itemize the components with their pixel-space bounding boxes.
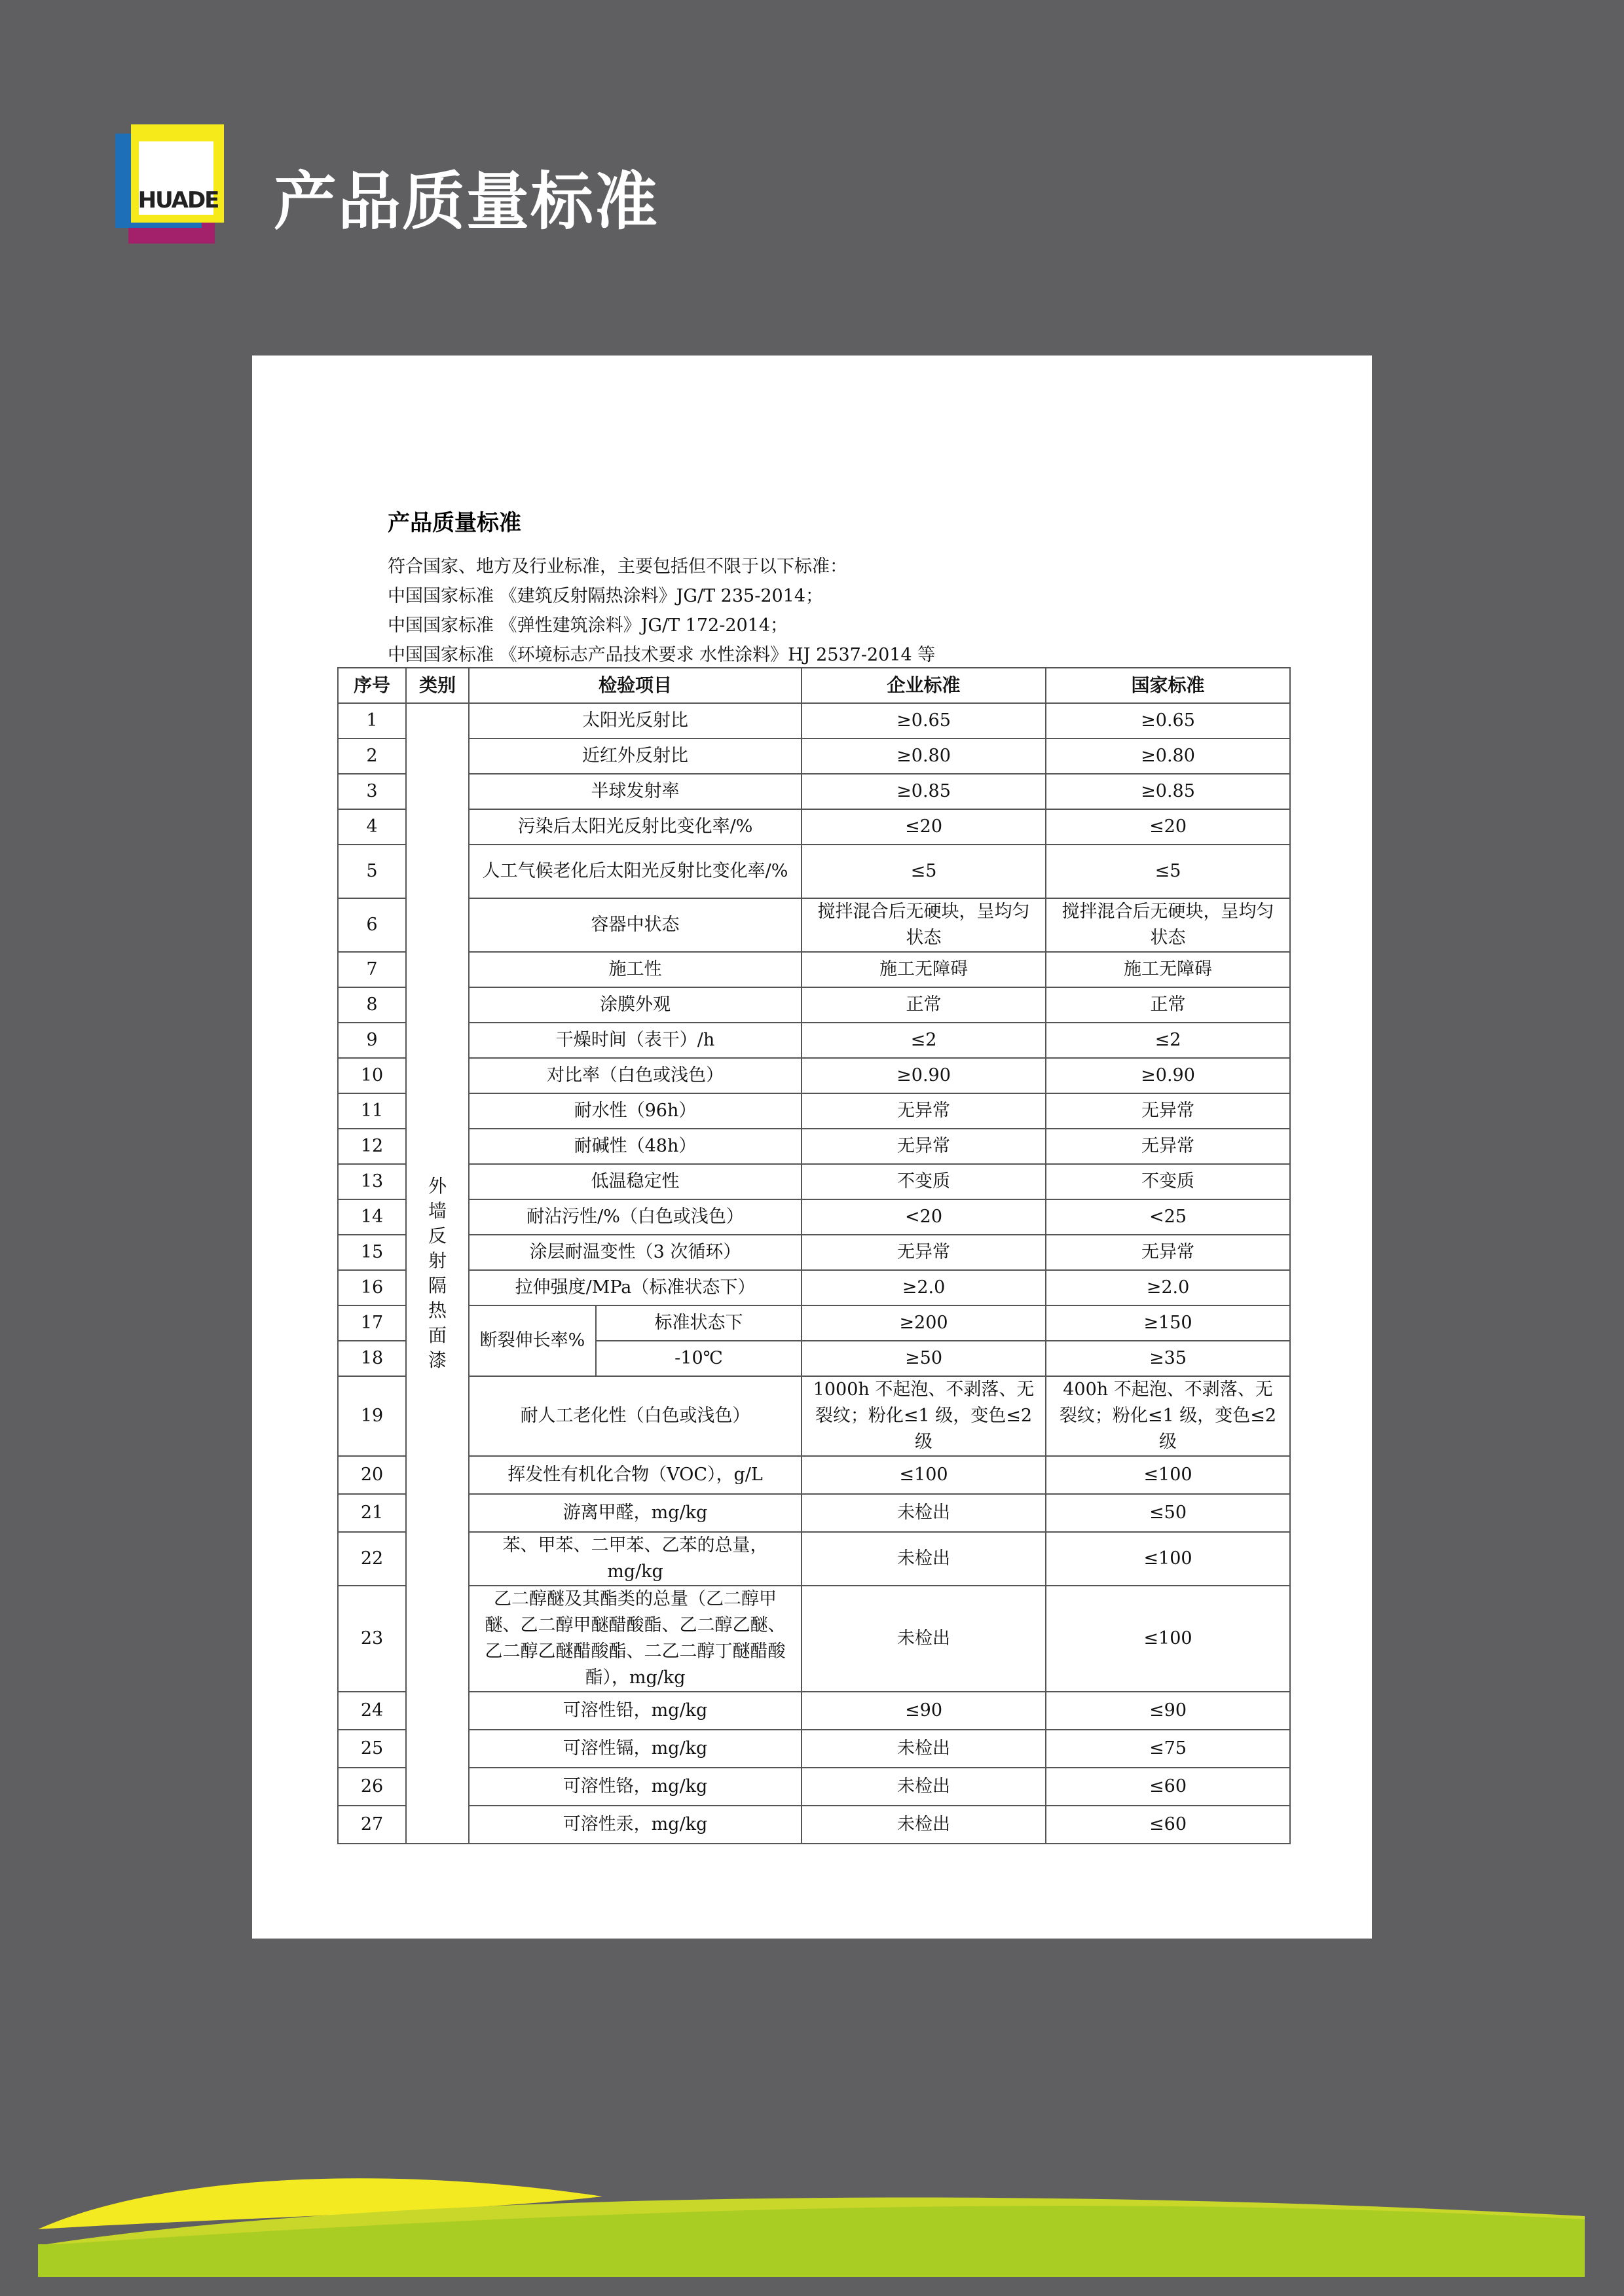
intro-line: 符合国家、地方及行业标准，主要包括但不限于以下标准：: [388, 556, 847, 577]
item-name: 可溶性铬，mg/kg: [469, 1768, 802, 1806]
table-row: [338, 1023, 1290, 1058]
row-number: 27: [338, 1806, 406, 1844]
item-name: 可溶性汞，mg/kg: [469, 1806, 802, 1844]
national-standard: ≥0.80: [1046, 738, 1290, 774]
table-row: [338, 1806, 1290, 1844]
enterprise-standard: 施工无障碍: [802, 952, 1046, 987]
national-standard: ≤90: [1046, 1692, 1290, 1730]
enterprise-standard: ≥0.65: [802, 703, 1046, 738]
item-name: 太阳光反射比: [469, 703, 802, 738]
enterprise-standard: <20: [802, 1199, 1046, 1235]
item-group: 断裂伸长率%: [469, 1305, 596, 1376]
national-standard: ≤100: [1046, 1456, 1290, 1494]
table-row: [338, 1692, 1290, 1730]
national-standard: ≤2: [1046, 1023, 1290, 1058]
national-standard: ≤60: [1046, 1806, 1290, 1844]
enterprise-standard: 未检出: [802, 1494, 1046, 1532]
row-number: 7: [338, 952, 406, 987]
national-standard: 不变质: [1046, 1164, 1290, 1199]
item-name: 近红外反射比: [469, 738, 802, 774]
intro-line: 中国国家标准 《建筑反射隔热涂料》JG/T 235-2014；: [388, 586, 824, 606]
table-header-row: [338, 668, 1290, 703]
national-standard: 搅拌混合后无硬块，呈均匀状态: [1046, 898, 1290, 952]
row-number: 21: [338, 1494, 406, 1532]
header-item: 检验项目: [469, 668, 802, 703]
row-number: 11: [338, 1093, 406, 1129]
item-name: 对比率（白色或浅色）: [469, 1058, 802, 1093]
enterprise-standard: ≥50: [802, 1341, 1046, 1376]
item-name: -10℃: [596, 1341, 802, 1376]
header-enterprise-standard: 企业标准: [802, 668, 1046, 703]
row-number: 26: [338, 1768, 406, 1806]
category-cell: [406, 703, 469, 1844]
national-standard: ≤75: [1046, 1730, 1290, 1768]
item-name: 可溶性铅，mg/kg: [469, 1692, 802, 1730]
row-number: 18: [338, 1341, 406, 1376]
enterprise-standard: 无异常: [802, 1129, 1046, 1164]
item-name: 涂膜外观: [469, 987, 802, 1023]
intro-line: 中国国家标准 《弹性建筑涂料》JG/T 172-2014；: [388, 615, 788, 636]
table-row: [338, 1129, 1290, 1164]
table-row: [338, 898, 1290, 952]
enterprise-standard: 无异常: [802, 1093, 1046, 1129]
row-number: 24: [338, 1692, 406, 1730]
table-row: [338, 845, 1290, 898]
table-row: [338, 1456, 1290, 1494]
item-name: 低温稳定性: [469, 1164, 802, 1199]
item-name: 拉伸强度/MPa（标准状态下）: [469, 1270, 802, 1305]
table-row: [338, 1494, 1290, 1532]
row-number: 15: [338, 1235, 406, 1270]
national-standard: ≥0.90: [1046, 1058, 1290, 1093]
enterprise-standard: 正常: [802, 987, 1046, 1023]
table-row: [338, 1586, 1290, 1692]
national-standard: 400h 不起泡、不剥落、无裂纹；粉化≤1 级，变色≤2 级: [1046, 1376, 1290, 1456]
category-text: 外墙反射隔热面漆: [428, 1175, 447, 1371]
enterprise-standard: ≤2: [802, 1023, 1046, 1058]
national-standard: ≥2.0: [1046, 1270, 1290, 1305]
enterprise-standard: 不变质: [802, 1164, 1046, 1199]
national-standard: 无异常: [1046, 1129, 1290, 1164]
national-standard: 无异常: [1046, 1093, 1290, 1129]
quality-standard-table: [337, 667, 1291, 1844]
national-standard: ≤60: [1046, 1768, 1290, 1806]
enterprise-standard: ≥200: [802, 1305, 1046, 1341]
national-standard: ≥0.85: [1046, 774, 1290, 809]
logo-text: HUADE: [138, 187, 219, 213]
header-national-standard: 国家标准: [1046, 668, 1290, 703]
national-standard: ≥35: [1046, 1341, 1290, 1376]
intro-line: 中国国家标准 《环境标志产品技术要求 水性涂料》HJ 2537-2014 等: [388, 645, 936, 665]
table-row: [338, 1093, 1290, 1129]
item-name: 涂层耐温变性（3 次循环）: [469, 1235, 802, 1270]
page-title: 产品质量标准: [274, 165, 659, 238]
row-number: 23: [338, 1586, 406, 1692]
enterprise-standard: ≥0.85: [802, 774, 1046, 809]
row-number: 22: [338, 1532, 406, 1586]
item-name: 半球发射率: [469, 774, 802, 809]
enterprise-standard: 未检出: [802, 1768, 1046, 1806]
national-standard: ≥150: [1046, 1305, 1290, 1341]
enterprise-standard: ≥0.80: [802, 738, 1046, 774]
row-number: 16: [338, 1270, 406, 1305]
header-no: 序号: [338, 668, 406, 703]
national-standard: ≤50: [1046, 1494, 1290, 1532]
document-title: 产品质量标准: [388, 510, 521, 536]
item-name: 干燥时间（表干）/h: [469, 1023, 802, 1058]
table-row: [338, 952, 1290, 987]
enterprise-standard: 1000h 不起泡、不剥落、无裂纹；粉化≤1 级，变色≤2 级: [802, 1376, 1046, 1456]
item-name: 容器中状态: [469, 898, 802, 952]
document-sheet: [252, 355, 1372, 1939]
table-row: [338, 987, 1290, 1023]
item-name: 标准状态下: [596, 1305, 802, 1341]
row-number: 20: [338, 1456, 406, 1494]
enterprise-standard: 无异常: [802, 1235, 1046, 1270]
table-row: [338, 1730, 1290, 1768]
table-row: [338, 1376, 1290, 1456]
table-row: [338, 738, 1290, 774]
national-standard: 无异常: [1046, 1235, 1290, 1270]
table-row: [338, 809, 1290, 845]
enterprise-standard: ≥0.90: [802, 1058, 1046, 1093]
table-row: [338, 1058, 1290, 1093]
row-number: 17: [338, 1305, 406, 1341]
row-number: 4: [338, 809, 406, 845]
national-standard: ≤100: [1046, 1532, 1290, 1586]
item-name: 施工性: [469, 952, 802, 987]
row-number: 1: [338, 703, 406, 738]
row-number: 8: [338, 987, 406, 1023]
table-row: [338, 1305, 1290, 1341]
row-number: 10: [338, 1058, 406, 1093]
enterprise-standard: 未检出: [802, 1806, 1046, 1844]
row-number: 25: [338, 1730, 406, 1768]
enterprise-standard: 未检出: [802, 1730, 1046, 1768]
item-name: 耐水性（96h）: [469, 1093, 802, 1129]
table-row: [338, 1199, 1290, 1235]
national-standard: 施工无障碍: [1046, 952, 1290, 987]
table-row: [338, 1235, 1290, 1270]
row-number: 9: [338, 1023, 406, 1058]
national-standard: ≤5: [1046, 845, 1290, 898]
row-number: 2: [338, 738, 406, 774]
header-category: 类别: [406, 668, 469, 703]
enterprise-standard: ≤5: [802, 845, 1046, 898]
table-row: [338, 1768, 1290, 1806]
table-row: [338, 1532, 1290, 1586]
item-name: 耐碱性（48h）: [469, 1129, 802, 1164]
national-standard: ≥0.65: [1046, 703, 1290, 738]
national-standard: <25: [1046, 1199, 1290, 1235]
row-number: 5: [338, 845, 406, 898]
enterprise-standard: ≤20: [802, 809, 1046, 845]
enterprise-standard: 搅拌混合后无硬块，呈均匀状态: [802, 898, 1046, 952]
enterprise-standard: ≤90: [802, 1692, 1046, 1730]
enterprise-standard: ≤100: [802, 1456, 1046, 1494]
national-standard: 正常: [1046, 987, 1290, 1023]
row-number: 13: [338, 1164, 406, 1199]
row-number: 3: [338, 774, 406, 809]
item-name: 苯、甲苯、二甲苯、乙苯的总量，mg/kg: [469, 1532, 802, 1586]
item-name: 耐沾污性/%（白色或浅色）: [469, 1199, 802, 1235]
national-standard: ≤100: [1046, 1586, 1290, 1692]
item-name: 污染后太阳光反射比变化率/%: [469, 809, 802, 845]
table-row: [338, 774, 1290, 809]
row-number: 14: [338, 1199, 406, 1235]
national-standard: ≤20: [1046, 809, 1290, 845]
huade-logo: [115, 124, 228, 247]
row-number: 12: [338, 1129, 406, 1164]
table-row: [338, 1164, 1290, 1199]
intro-paragraph: [388, 552, 935, 670]
item-name: 游离甲醛，mg/kg: [469, 1494, 802, 1532]
enterprise-standard: ≥2.0: [802, 1270, 1046, 1305]
enterprise-standard: 未检出: [802, 1586, 1046, 1692]
row-number: 19: [338, 1376, 406, 1456]
item-name: 耐人工老化性（白色或浅色）: [469, 1376, 802, 1456]
item-name: 可溶性镉，mg/kg: [469, 1730, 802, 1768]
table-row: [338, 703, 1290, 738]
item-name: 挥发性有机化合物（VOC），g/L: [469, 1456, 802, 1494]
item-name: 人工气候老化后太阳光反射比变化率/%: [469, 845, 802, 898]
enterprise-standard: 未检出: [802, 1532, 1046, 1586]
decorative-wave: [0, 2121, 1624, 2296]
item-name: 乙二醇醚及其酯类的总量（乙二醇甲醚、乙二醇甲醚醋酸酯、乙二醇乙醚、乙二醇乙醚醋酸酯、二乙二醇丁醚醋酸酯），mg/kg: [469, 1586, 802, 1692]
table-row: [338, 1270, 1290, 1305]
row-number: 6: [338, 898, 406, 952]
